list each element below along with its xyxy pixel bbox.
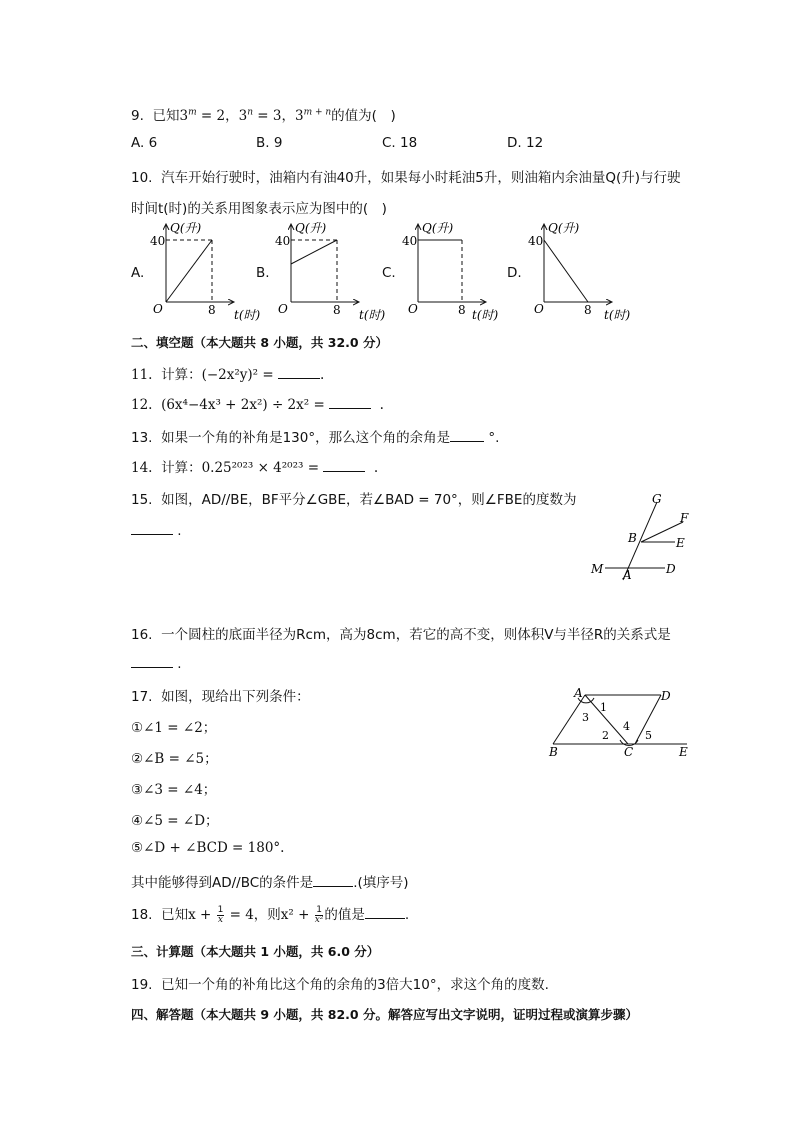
angle-3: 3 [582,711,589,724]
label-a: A [574,686,583,700]
q10-graph-c [400,218,518,322]
label-g: G [652,492,662,506]
label-b: B [549,745,558,759]
answer-blank[interactable] [278,366,320,379]
q17-condition-4: ④∠5 = ∠D； [131,813,219,829]
q9-line [131,104,396,124]
q9-eq1: $3^m = 2$，$3^n = 3$，$3^{m + n}$ [179,107,332,124]
q18-number: 18. [131,907,153,923]
q19-text: 已知一个角的补角比这个角的余角的3倍大10°，求这个角的度数. [161,977,549,993]
angle-2: 2 [602,729,609,742]
q17-figure [545,685,695,760]
origin-label: O [408,302,418,316]
q-axis-label: Q(升) [422,221,454,235]
q17-ask: 其中能够得到AD//BC的条件是 .(填序号) [131,875,409,891]
answer-blank[interactable] [313,874,353,887]
label-e: E [676,536,685,550]
label-a: A [623,568,632,582]
q16-number: 16. [131,627,153,643]
answer-blank[interactable] [450,429,484,442]
q11-number: 11. [131,367,153,383]
q17-condition-1: ①∠1 = ∠2； [131,720,217,736]
q13-text: 如果一个角的补角是130°，那么这个角的余角是 [161,430,451,446]
q10-option-b: B. [256,265,270,281]
y-tick-label: 40 [402,234,418,248]
q12-text: (6x⁴−4x³ + 2x²) ÷ 2x² = [161,397,330,413]
label-c: C [624,745,634,759]
label-f: F [680,511,689,525]
q17-number: 17. [131,689,153,705]
x-tick-label: 8 [584,303,592,317]
q-axis-label: Q(升) [548,221,580,235]
q9-text-pre: 已知 [152,108,180,124]
q15-line [131,488,576,508]
answer-blank[interactable] [365,906,405,919]
section-2-heading: 二、填空题（本大题共 8 小题，共 32.0 分） [131,335,388,350]
q10-graph-b [273,218,391,322]
q17-line [131,685,310,705]
q10-line1 [131,166,681,186]
q11-line: 11. 计算：(−2x²y)² = . [131,367,325,383]
t-axis-label: t(时) [234,308,261,322]
y-tick-label: 40 [150,234,166,248]
q14-line: 14. 计算：0.25²⁰²³ × 4²⁰²³ = . [131,460,379,476]
q10-option-c: C. [382,265,396,281]
answer-blank[interactable] [131,655,173,668]
q17-condition-5: ⑤∠D + ∠BCD = 180°. [131,840,285,856]
angle-5: 5 [645,729,652,742]
q-axis-label: Q(升) [170,221,202,235]
label-d: D [661,689,671,703]
q10-text-line1: 汽车开始行驶时，油箱内有油40升，如果每小时耗油5升，则油箱内余油量Q(升)与行驶 [161,170,681,186]
answer-blank[interactable] [131,522,173,535]
q9-option-b: B. 9 [256,135,283,151]
q18-line: 18. 已知x + $\frac{1}{x}$ = 4，则x² + $\frac{1}{\text{x²}}$ 的值是 . [131,904,410,925]
answer-blank[interactable] [323,459,365,472]
section-4-heading: 四、解答题（本大题共 9 小题，共 82.0 分。解答应写出文字说明，证明过程或演算步骤） [131,1007,638,1022]
fraction-1-over-x: $\frac{1}{x}$ [217,904,224,925]
q16-answer-line: . [131,655,182,672]
t-axis-label: t(时) [472,308,499,322]
label-e: E [679,745,688,759]
label-m: M [591,562,604,576]
label-b: B [628,531,637,545]
origin-label: O [278,302,288,316]
q14-number: 14. [131,460,153,476]
q17-text: 如图，现给出下列条件： [161,689,310,705]
q15-number: 15. [131,492,153,508]
x-tick-label: 8 [333,303,341,317]
x-tick-label: 8 [458,303,466,317]
q9-number: 9. [131,108,144,124]
origin-label: O [153,302,163,316]
q10-number: 10. [131,170,153,186]
q13-number: 13. [131,430,153,446]
q10-graph-a [148,218,266,322]
y-tick-label: 40 [275,234,291,248]
q16-text: 一个圆柱的底面半径为Rcm，高为8cm，若它的高不变，则体积V与半径R的关系式是 [161,627,671,643]
q15-figure [585,488,700,582]
q19-number: 19. [131,977,153,993]
q15-text: 如图，AD//BE，BF平分∠GBE，若∠BAD = 70°，则∠FBE的度数为 [161,492,577,508]
q19-line [131,973,549,993]
y-tick-label: 40 [528,234,544,248]
q12-line: 12. (6x⁴−4x³ + 2x²) ÷ 2x² = . [131,397,384,413]
q17-condition-3: ③∠3 = ∠4； [131,782,217,798]
angle-1: 1 [600,701,607,714]
x-tick-label: 8 [208,303,216,317]
t-axis-label: t(时) [604,308,631,322]
q15-answer-line: . [131,522,182,539]
fraction-1-over-x-squared: $\frac{1}{\text{x²}}$ [314,904,324,925]
q10-text-line2: 时间t(时)的关系用图象表示应为图中的( ) [131,201,387,217]
q9-option-d: D. 12 [507,135,544,151]
answer-blank[interactable] [329,396,371,409]
q9-option-a: A. 6 [131,135,158,151]
t-axis-label: t(时) [359,308,386,322]
label-d: D [666,562,676,576]
q10-option-a: A. [131,265,145,281]
q10-option-d: D. [507,265,522,281]
origin-label: O [534,302,544,316]
q14-text: 计算：0.25²⁰²³ × 4²⁰²³ = [161,460,324,476]
angle-4: 4 [623,720,630,733]
q9-text-post: 的值为( ) [331,108,396,124]
q11-text: 计算：(−2x²y)² = [161,367,278,383]
q12-number: 12. [131,397,153,413]
q16-line [131,623,671,643]
q9-option-c: C. 18 [382,135,418,151]
q17-condition-2: ②∠B = ∠5； [131,751,218,767]
q13-line: 13. 如果一个角的补角是130°，那么这个角的余角是 °. [131,430,500,446]
section-3-heading: 三、计算题（本大题共 1 小题，共 6.0 分） [131,944,380,959]
q-axis-label: Q(升) [295,221,327,235]
q10-graph-d [526,218,644,322]
